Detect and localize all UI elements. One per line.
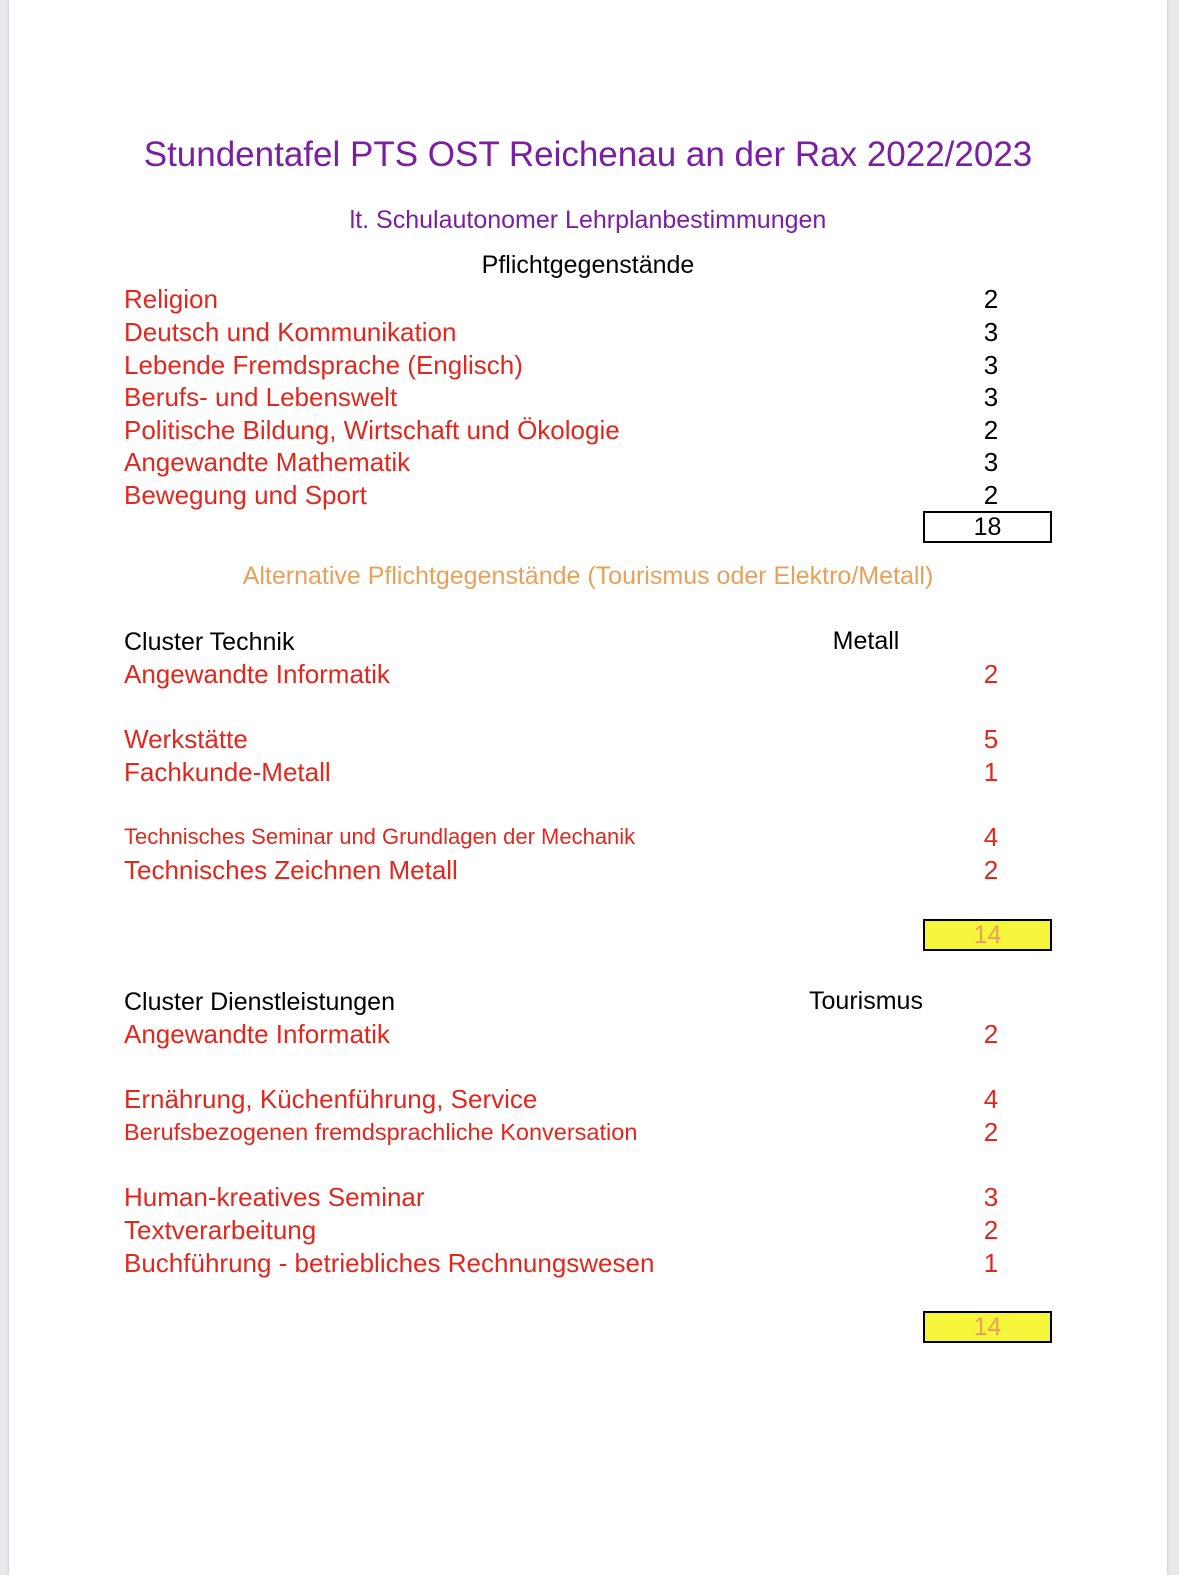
subject-label: Lebende Fremdsprache (Englisch) (124, 350, 523, 380)
subject-label: Deutsch und Kommunikation (124, 317, 457, 347)
subject-label: Angewandte Mathematik (124, 447, 411, 477)
cluster-technik-title: Cluster Technik (124, 628, 295, 656)
subject-label: Angewandte Informatik (124, 659, 390, 689)
subject-hours: 2 (983, 1019, 999, 1049)
cluster-dienstleistungen-title: Cluster Dienstleistungen (124, 988, 395, 1016)
subject-hours: 3 (983, 1182, 999, 1212)
subject-hours: 2 (983, 1117, 999, 1147)
subject-hours: 4 (983, 822, 999, 852)
page-title: Stundentafel PTS OST Reichenau an der Rax 2022/2023 (143, 135, 1033, 174)
cluster-technik-total-box: 14 (923, 919, 1052, 951)
subject-label: Buchführung - betriebliches Rechnungswesen (124, 1248, 655, 1278)
subject-label: Berufsbezogenen fremdsprachliche Konversation (124, 1119, 638, 1145)
subject-label: Technisches Zeichnen Metall (124, 855, 458, 885)
subject-hours: 4 (983, 1084, 999, 1114)
subject-label: Angewandte Informatik (124, 1019, 390, 1049)
subject-hours: 1 (983, 757, 999, 787)
subject-hours: 2 (983, 480, 999, 510)
required-total-box: 18 (923, 511, 1052, 543)
subject-hours: 1 (983, 1248, 999, 1278)
subject-label: Fachkunde-Metall (124, 757, 331, 787)
page-subtitle: lt. Schulautonomer Lehrplanbestimmungen (349, 206, 827, 234)
subject-hours: 2 (983, 855, 999, 885)
subject-hours: 2 (983, 284, 999, 314)
cluster-dienstleistungen-total-box: 14 (923, 1311, 1052, 1343)
subject-label: Ernährung, Küchenführung, Service (124, 1084, 538, 1114)
subject-hours: 2 (983, 1215, 999, 1245)
subject-label: Berufs- und Lebenswelt (124, 382, 398, 412)
subject-label: Technisches Seminar und Grundlagen der Mechanik (124, 824, 636, 849)
alternative-subjects-heading: Alternative Pflichtgegenstände (Tourismus oder Elektro/Metall) (242, 562, 934, 590)
subject-label: Bewegung und Sport (124, 480, 367, 510)
subject-hours: 3 (983, 317, 999, 347)
subject-label: Religion (124, 284, 218, 314)
subject-label: Human-kreatives Seminar (124, 1182, 425, 1212)
subject-label: Textverarbeitung (124, 1215, 317, 1245)
subject-label: Politische Bildung, Wirtschaft und Ökologie (124, 415, 620, 445)
subject-hours: 3 (983, 382, 999, 412)
subject-hours: 3 (983, 350, 999, 380)
subject-hours: 3 (983, 447, 999, 477)
subject-hours: 2 (983, 415, 999, 445)
cluster-technik-column-header: Metall (832, 627, 900, 655)
cluster-dienstleistungen-column-header: Tourismus (809, 987, 923, 1015)
required-subjects-heading: Pflichtgegenstände (481, 251, 695, 279)
subject-hours: 5 (983, 724, 999, 754)
subject-label: Werkstätte (124, 724, 248, 754)
subject-hours: 2 (983, 659, 999, 689)
